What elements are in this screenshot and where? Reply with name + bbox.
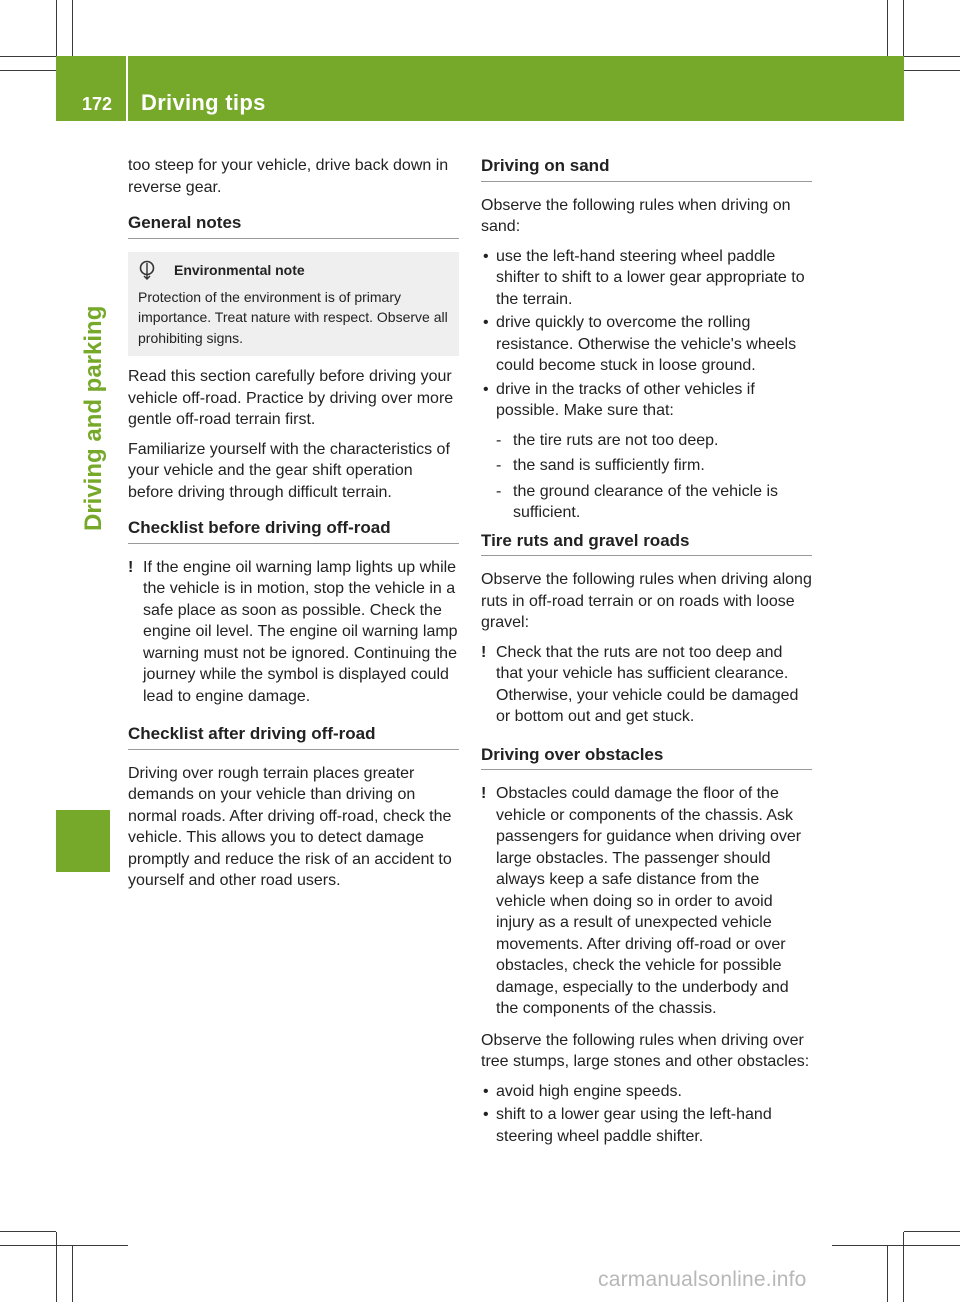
section-title: Driving tips <box>141 90 266 115</box>
crop-mark <box>903 1232 904 1302</box>
dash-icon: - <box>496 457 502 474</box>
header-divider <box>126 56 128 121</box>
dash-icon: - <box>496 431 502 449</box>
list-item-text: the sand is sufficiently firm. <box>513 457 705 474</box>
list-item <box>481 246 812 311</box>
crop-mark <box>0 1245 128 1246</box>
list-item-text: the ground clearance of the vehicle is sufficient. <box>513 482 779 521</box>
crop-mark <box>887 0 888 56</box>
heading-checklist-after: Checklist after driving off-road <box>128 723 459 750</box>
list-item <box>481 312 812 377</box>
warning-note <box>128 557 459 708</box>
paragraph: Familiarize yourself with the characteristics of your vehicle and the gear shift operation before driving through difficult terrain. <box>128 440 450 501</box>
bullet-icon: • <box>483 1082 489 1100</box>
side-tab-label: Driving and parking <box>80 305 107 531</box>
watermark: carmanualsonline.info <box>598 1268 807 1291</box>
warning-icon: ! <box>128 558 134 576</box>
crop-mark <box>0 70 56 71</box>
warning-note <box>481 642 812 728</box>
heading-driving-on-sand: Driving on sand <box>481 155 812 182</box>
list-item-text: the tire ruts are not too deep. <box>513 431 719 449</box>
list-item-text: shift to a lower gear using the left-hand steering wheel paddle shifter. <box>496 1106 772 1145</box>
heading-driving-over-obstacles: Driving over obstacles <box>481 744 812 771</box>
crop-mark <box>832 1245 960 1246</box>
list-item-text: drive quickly to overcome the rolling resistance. Otherwise the vehicle's wheels could become stuck in loose ground. <box>496 314 797 374</box>
lightbulb-icon <box>138 260 156 282</box>
list-item <box>481 1104 812 1147</box>
page-number: 172 <box>82 94 113 114</box>
paragraph: Observe the following rules when driving along ruts in off-road terrain or on roads with loose gravel: <box>481 571 812 631</box>
paragraph: Driving over rough terrain places greater demands on your vehicle than driving on normal roads. After driving off-road, check the vehicle. This allows you to detect damage promptly and reduce the risk of an accident to yourself and other road users. <box>128 764 452 889</box>
crop-mark <box>56 1232 57 1302</box>
crop-mark <box>56 0 57 60</box>
crop-mark <box>0 1231 56 1232</box>
side-tab <box>79 136 109 531</box>
side-tab-marker <box>56 810 110 872</box>
list-item-text: use the left-hand steering wheel paddle shifter to shift to a lower gear appropriate to the terrain. <box>496 247 805 308</box>
bullet-icon: • <box>483 314 489 331</box>
intro-text: too steep for your vehicle, drive back down in reverse gear. <box>128 157 449 196</box>
sand-bullet-list <box>481 246 812 524</box>
environmental-note-header <box>138 260 449 282</box>
environmental-note <box>128 252 459 357</box>
paragraph: Read this section carefully before driving your vehicle off-road. Practice by driving over more gentle off-road terrain first. <box>128 368 454 428</box>
dash-icon: - <box>496 482 502 500</box>
list-item <box>481 379 812 524</box>
bullet-icon: • <box>483 1106 489 1123</box>
crop-mark <box>72 0 73 56</box>
crop-mark <box>903 0 904 60</box>
obstacles-bullet-list <box>481 1081 812 1148</box>
heading-tire-ruts: Tire ruts and gravel roads <box>481 530 812 557</box>
paragraph: Observe the following rules when driving on sand: <box>481 196 791 235</box>
bullet-icon: • <box>483 247 489 265</box>
warning-text: If the engine oil warning lamp lights up while the vehicle is in motion, stop the vehicle in a safe place as soon as possible. Check the engine oil level. The engine oil warning lamp warning must not be ignored. Continuing the journey while the symbol is displayed could lead to engine damage. <box>143 558 458 705</box>
list-item-text: avoid high engine speeds. <box>496 1082 682 1100</box>
environmental-note-text: Protection of the environment is of primary importance. Treat nature with respect. Observe all prohibiting signs. <box>138 288 448 346</box>
paragraph: Observe the following rules when driving over tree stumps, large stones and other obstacles: <box>481 1031 810 1070</box>
list-item-text: drive in the tracks of other vehicles if possible. Make sure that: <box>496 380 755 419</box>
bullet-icon: • <box>483 380 489 398</box>
warning-icon: ! <box>481 643 487 661</box>
warning-text: Check that the ruts are not too deep and that your vehicle has sufficient clearance. Otherwise, your vehicle could be damaged or bottom out and get stuck. <box>496 643 799 725</box>
warning-text: Obstacles could damage the floor of the vehicle or components of the chassis. Ask passengers for guidance when driving over large obstacles. The passenger should always keep a safe distance from the vehicle when doing so in order to avoid injury as a result of unexpected vehicle movements. After driving off-road or over obstacles, check the vehicle for possible damage, especially to the underbody and the components of the chassis. <box>496 785 802 1017</box>
right-column <box>481 155 812 1153</box>
crop-mark <box>904 1231 960 1232</box>
warning-icon: ! <box>481 785 487 802</box>
crop-mark <box>887 1245 888 1302</box>
sand-dash-list <box>496 430 812 524</box>
list-item <box>496 455 812 477</box>
environmental-note-title: Environmental note <box>174 262 305 279</box>
list-item <box>496 481 812 524</box>
left-column <box>128 155 459 900</box>
crop-mark <box>72 1245 73 1302</box>
heading-checklist-before: Checklist before driving off-road <box>128 517 459 544</box>
warning-note <box>481 783 812 1020</box>
crop-mark <box>904 70 960 71</box>
list-item <box>481 1081 812 1103</box>
list-item <box>496 430 812 452</box>
heading-general-notes: General notes <box>128 212 459 239</box>
